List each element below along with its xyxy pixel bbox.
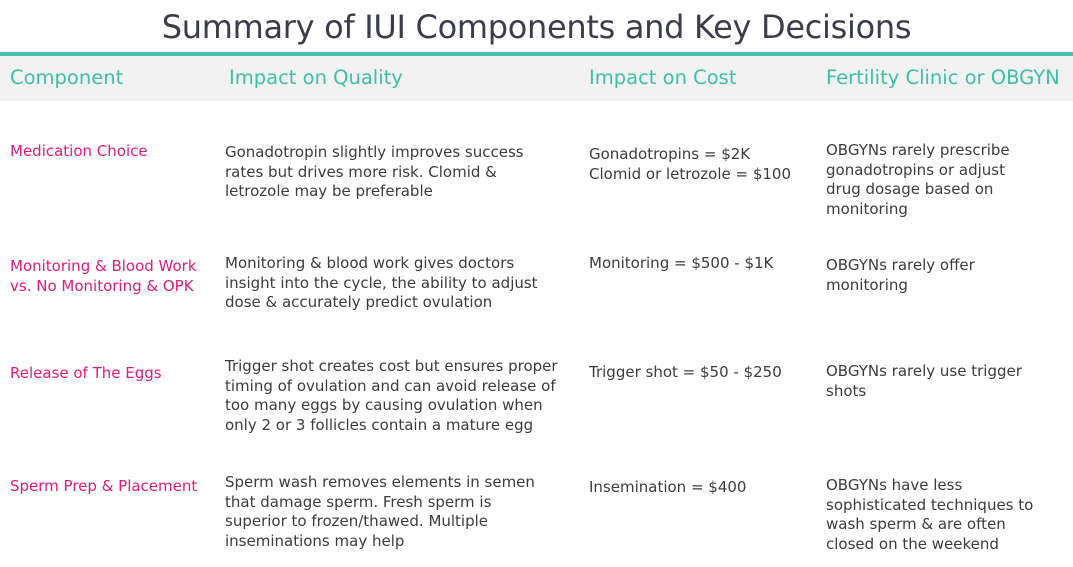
- text-line: letrozole may be preferable: [225, 182, 433, 200]
- cell-cost-sperm: [589, 478, 746, 498]
- text-line: Trigger shot creates cost but ensures proper: [225, 357, 558, 375]
- text-line: OBGYNs have less: [826, 476, 963, 494]
- page-title: Summary of IUI Components and Key Decisions: [161, 8, 912, 46]
- cell-quality-medication: [225, 143, 524, 202]
- row-label-line: Sperm Prep & Placement: [10, 477, 198, 495]
- row-label-line: Release of The Eggs: [10, 364, 162, 382]
- header-component: Component: [10, 66, 124, 89]
- text-line: OBGYNs rarely prescribe: [826, 141, 1010, 159]
- header-impact-cost: Impact on Cost: [589, 66, 737, 89]
- text-line: monitoring: [826, 275, 908, 294]
- text-line: monitoring: [826, 199, 908, 218]
- header-impact-quality: Impact on Quality: [229, 66, 403, 89]
- cell-clinic-sperm: [826, 476, 1033, 554]
- cell-quality-monitoring: [225, 254, 538, 313]
- row-label-monitoring: [10, 256, 197, 296]
- row-label-line: Monitoring & Blood Work: [10, 257, 197, 275]
- cell-cost-medication: [589, 145, 791, 184]
- text-line: Insemination = $400: [589, 478, 747, 496]
- text-line: too many eggs by causing ovulation when: [225, 396, 543, 414]
- text-line: gonadotropins or adjust: [826, 160, 1005, 179]
- text-line: superior to frozen/thawed. Multiple: [225, 512, 489, 530]
- text-line: wash sperm & are often: [826, 515, 1006, 533]
- text-line: rates but drives more risk. Clomid &: [225, 162, 497, 181]
- text-line: OBGYNs rarely use trigger: [826, 362, 1022, 380]
- row-label-line: vs. No Monitoring & OPK: [10, 277, 194, 295]
- text-line: shots: [826, 381, 867, 400]
- text-line: Gonadotropin slightly improves success: [225, 143, 524, 161]
- cell-cost-monitoring: [589, 254, 773, 274]
- row-label-sperm-prep: [10, 476, 197, 496]
- text-line: Trigger shot = $50 - $250: [589, 363, 782, 381]
- cell-cost-release: [589, 363, 782, 383]
- text-line: drug dosage based on: [826, 180, 994, 198]
- row-label-medication-choice: [10, 141, 148, 161]
- text-line: OBGYNs rarely offer: [826, 256, 975, 274]
- text-line: Sperm wash removes elements in semen: [225, 473, 535, 491]
- text-line: insight into the cycle, the ability to adjust: [225, 273, 538, 292]
- cell-clinic-monitoring: [826, 256, 975, 295]
- text-line: Monitoring & blood work gives doctors: [225, 254, 515, 272]
- cell-quality-release: [225, 357, 558, 435]
- row-label-line: Medication Choice: [10, 142, 148, 160]
- text-line: Gonadotropins = $2K: [589, 145, 751, 163]
- row-label-release-of-eggs: [10, 363, 162, 383]
- text-line: Clomid or letrozole = $100: [589, 164, 792, 183]
- text-line: closed on the weekend: [826, 534, 999, 553]
- cell-clinic-medication: [826, 141, 1010, 219]
- text-line: that damage sperm. Fresh sperm is: [225, 492, 492, 511]
- text-line: only 2 or 3 follicles contain a mature egg: [225, 415, 534, 434]
- cell-quality-sperm: [225, 473, 535, 551]
- cell-clinic-release: [826, 362, 1022, 401]
- header-fertility-clinic: Fertility Clinic or OBGYN: [826, 66, 1060, 89]
- text-line: sophisticated techniques to: [826, 495, 1034, 514]
- text-line: dose & accurately predict ovulation: [225, 293, 493, 311]
- text-line: timing of ovulation and can avoid release of: [225, 376, 556, 395]
- text-line: inseminations may help: [225, 531, 405, 550]
- text-line: Monitoring = $500 - $1K: [589, 254, 774, 272]
